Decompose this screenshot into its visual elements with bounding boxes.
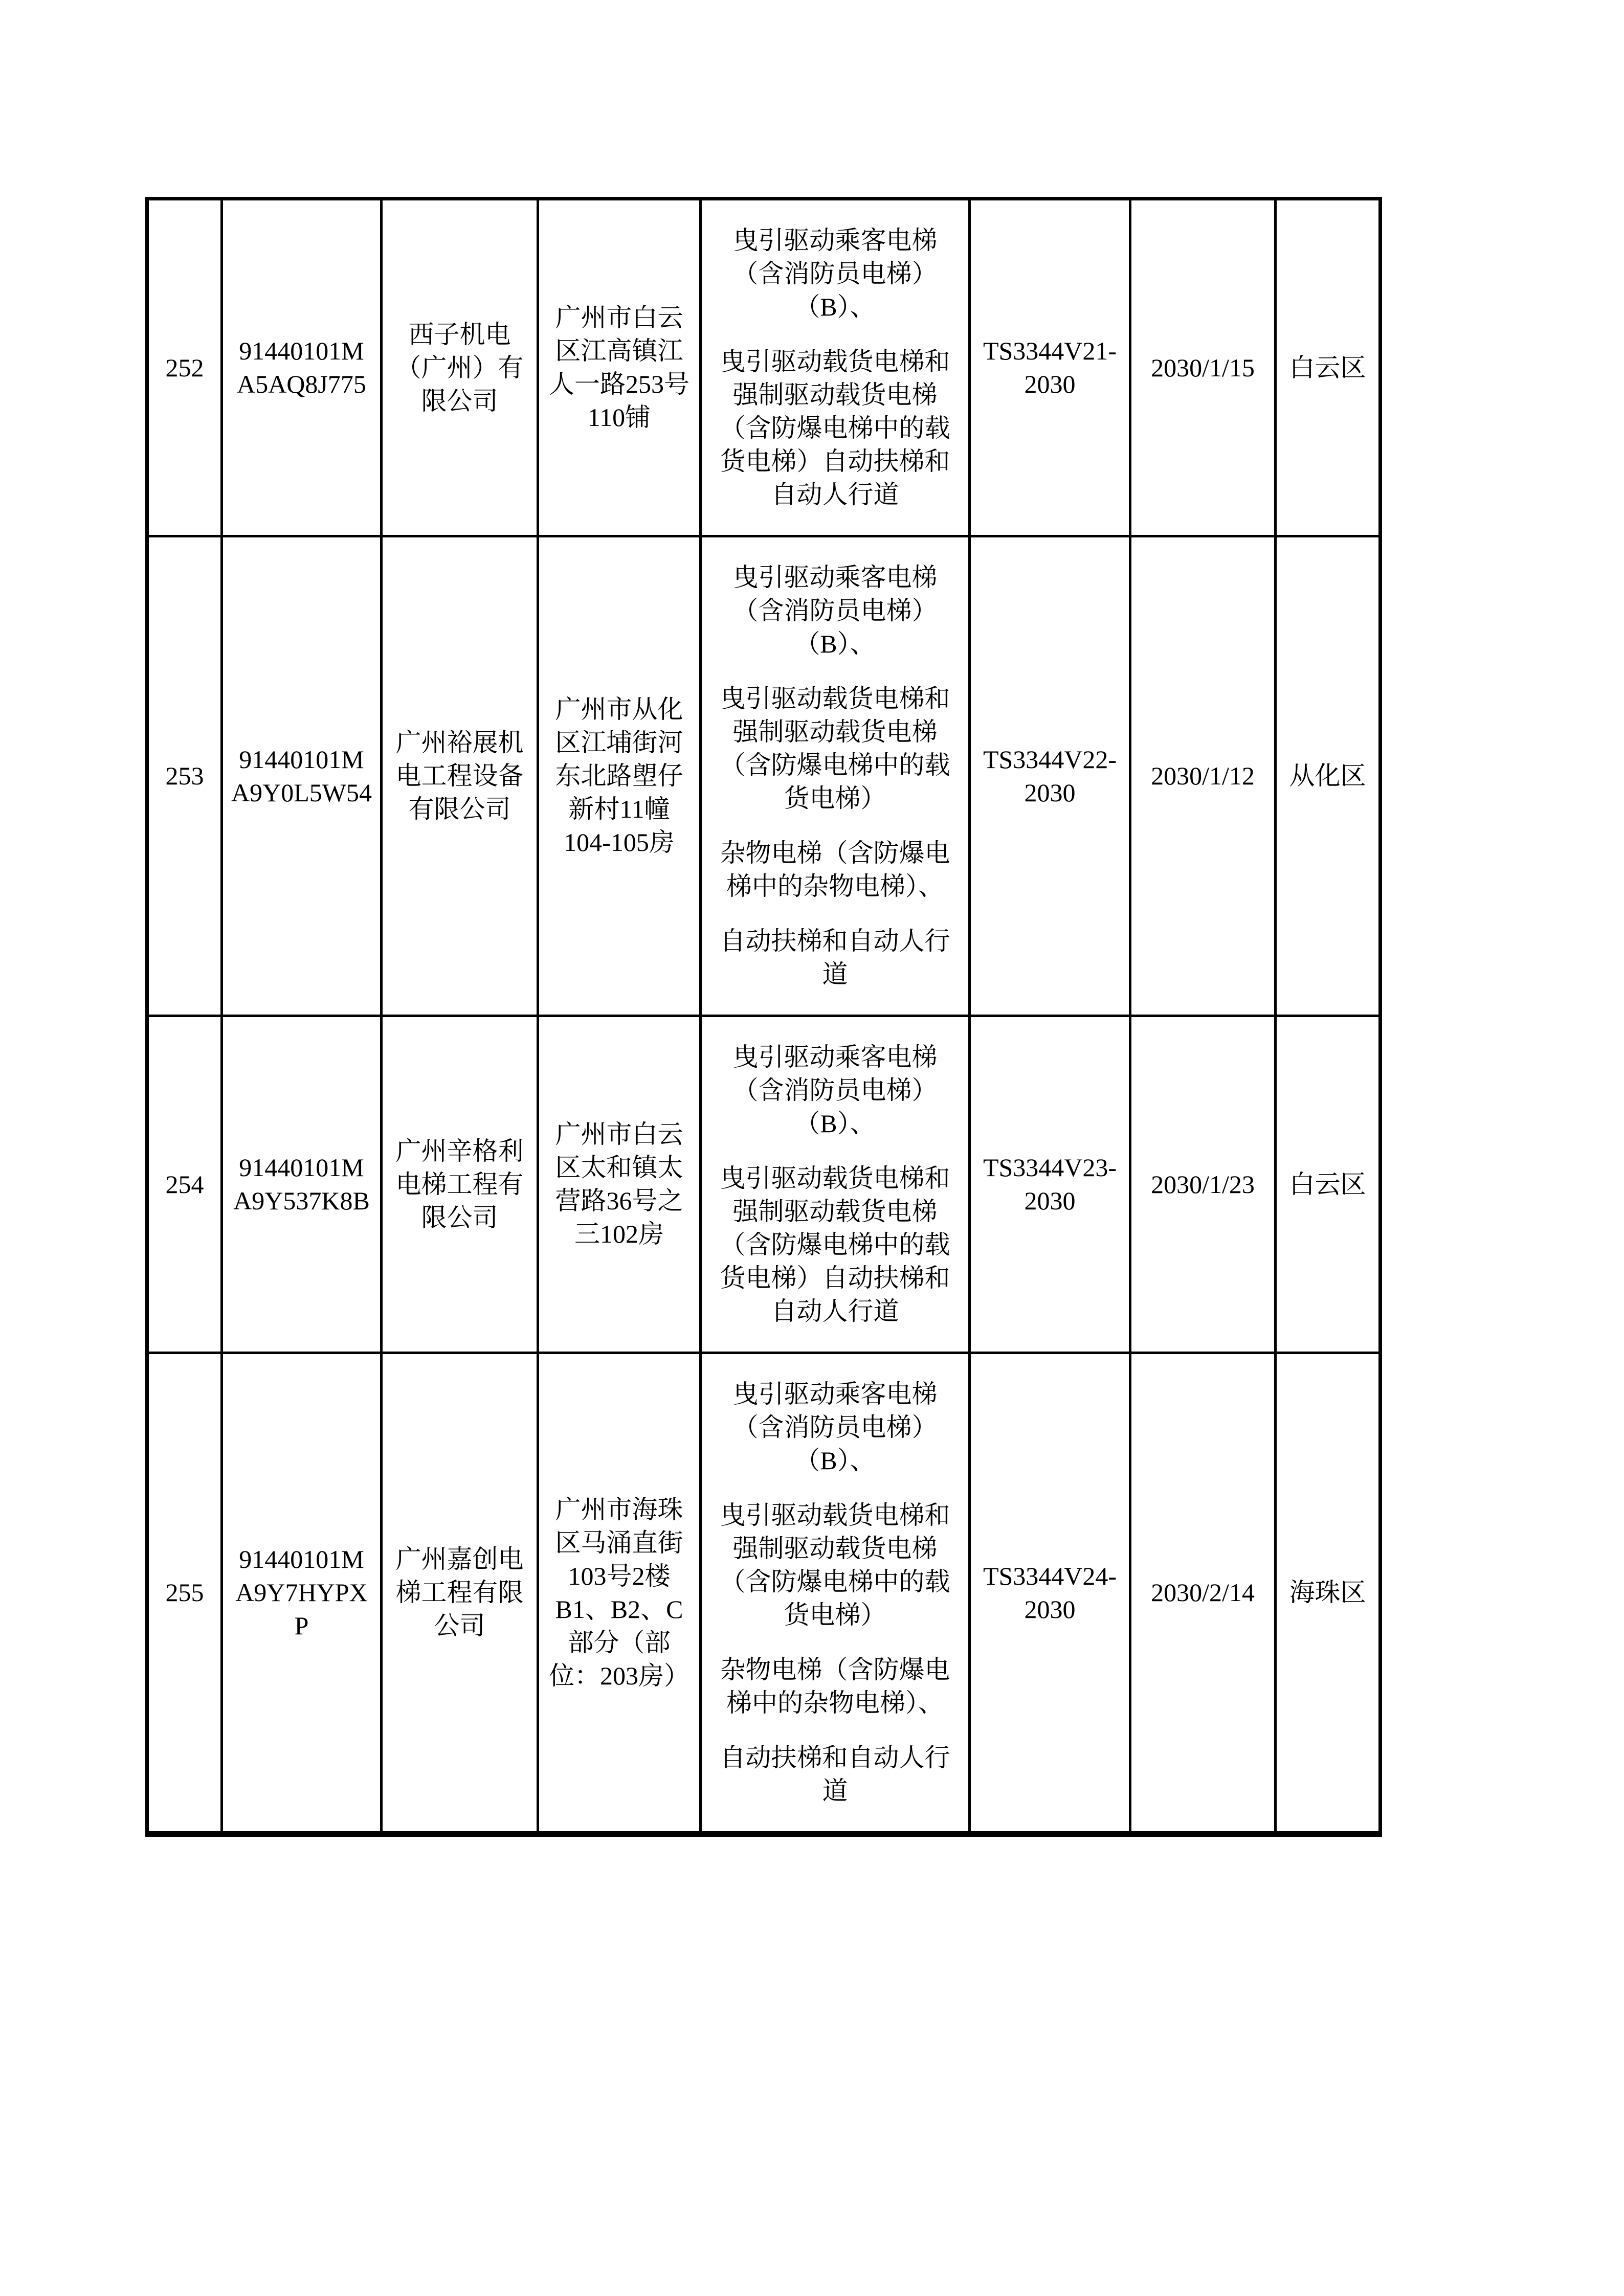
scope-paragraph: 曳引驱动载货电梯和强制驱动载货电梯（含防爆电梯中的载货电梯）自动扶梯和自动人行道 xyxy=(720,1164,950,1325)
scope-paragraph: 曳引驱动乘客电梯（含消防员电梯）（B）、 xyxy=(732,563,938,658)
cell-company-name: 西子机电（广州）有限公司 xyxy=(382,199,538,536)
cell-company-name: 广州嘉创电梯工程有限公司 xyxy=(382,1353,538,1834)
cell-expiry-date: 2030/1/15 xyxy=(1130,199,1276,536)
table-body xyxy=(147,199,1381,1834)
cell-credit-code: 91440101MA9Y537K8B xyxy=(222,1016,382,1353)
cell-credit-code: 91440101MA5AQ8J775 xyxy=(222,199,382,536)
cell-address: 广州市海珠区马涌直街103号2楼B1、B2、C部分（部位：203房） xyxy=(538,1353,701,1834)
cell-certificate-number: TS3344V24-2030 xyxy=(970,1353,1130,1834)
cell-company-name: 广州裕展机电工程设备有限公司 xyxy=(382,536,538,1016)
cell-credit-code: 91440101MA9Y7HYPXP xyxy=(222,1353,382,1834)
cell-district: 白云区 xyxy=(1276,199,1381,536)
cell-district: 从化区 xyxy=(1276,536,1381,1016)
scope-paragraph: 杂物电梯（含防爆电梯中的杂物电梯）、 xyxy=(720,839,950,901)
cell-certificate-number: TS3344V21-2030 xyxy=(970,199,1130,536)
cell-address: 广州市白云区太和镇太营路36号之三102房 xyxy=(538,1016,701,1353)
scope-paragraph: 曳引驱动载货电梯和强制驱动载货电梯（含防爆电梯中的载货电梯） xyxy=(720,684,950,813)
cell-equipment-scope xyxy=(701,536,970,1016)
table-row xyxy=(147,536,1381,1016)
scope-paragraph: 曳引驱动乘客电梯（含消防员电梯）（B）、 xyxy=(732,1043,938,1138)
scope-paragraph: 自动扶梯和自动人行道 xyxy=(720,927,950,988)
scope-paragraph: 曳引驱动乘客电梯（含消防员电梯）（B）、 xyxy=(732,226,938,321)
cell-company-name: 广州辛格利电梯工程有限公司 xyxy=(382,1016,538,1353)
scope-paragraph: 曳引驱动载货电梯和强制驱动载货电梯（含防爆电梯中的载货电梯）自动扶梯和自动人行道 xyxy=(720,347,950,509)
cell-address: 广州市从化区江埔街河东北路塱仔新村11幢104-105房 xyxy=(538,536,701,1016)
cell-row-number: 255 xyxy=(147,1353,222,1834)
cell-equipment-scope xyxy=(701,1016,970,1353)
cell-certificate-number: TS3344V23-2030 xyxy=(970,1016,1130,1353)
cell-row-number: 253 xyxy=(147,536,222,1016)
table-row xyxy=(147,1353,1381,1834)
cell-address: 广州市白云区江高镇江人一路253号110铺 xyxy=(538,199,701,536)
cell-expiry-date: 2030/2/14 xyxy=(1130,1353,1276,1834)
cell-certificate-number: TS3344V22-2030 xyxy=(970,536,1130,1016)
cell-equipment-scope xyxy=(701,199,970,536)
scope-paragraph: 自动扶梯和自动人行道 xyxy=(720,1743,950,1805)
elevator-license-table xyxy=(145,197,1382,1837)
cell-row-number: 254 xyxy=(147,1016,222,1353)
scope-paragraph: 杂物电梯（含防爆电梯中的杂物电梯）、 xyxy=(720,1655,950,1717)
cell-credit-code: 91440101MA9Y0L5W54 xyxy=(222,536,382,1016)
cell-expiry-date: 2030/1/23 xyxy=(1130,1016,1276,1353)
table-row xyxy=(147,199,1381,536)
cell-district: 海珠区 xyxy=(1276,1353,1381,1834)
cell-equipment-scope xyxy=(701,1353,970,1834)
cell-row-number: 252 xyxy=(147,199,222,536)
table-row xyxy=(147,1016,1381,1353)
scope-paragraph: 曳引驱动乘客电梯（含消防员电梯）（B）、 xyxy=(732,1380,938,1475)
cell-expiry-date: 2030/1/12 xyxy=(1130,536,1276,1016)
cell-district: 白云区 xyxy=(1276,1016,1381,1353)
scope-paragraph: 曳引驱动载货电梯和强制驱动载货电梯（含防爆电梯中的载货电梯） xyxy=(720,1501,950,1629)
